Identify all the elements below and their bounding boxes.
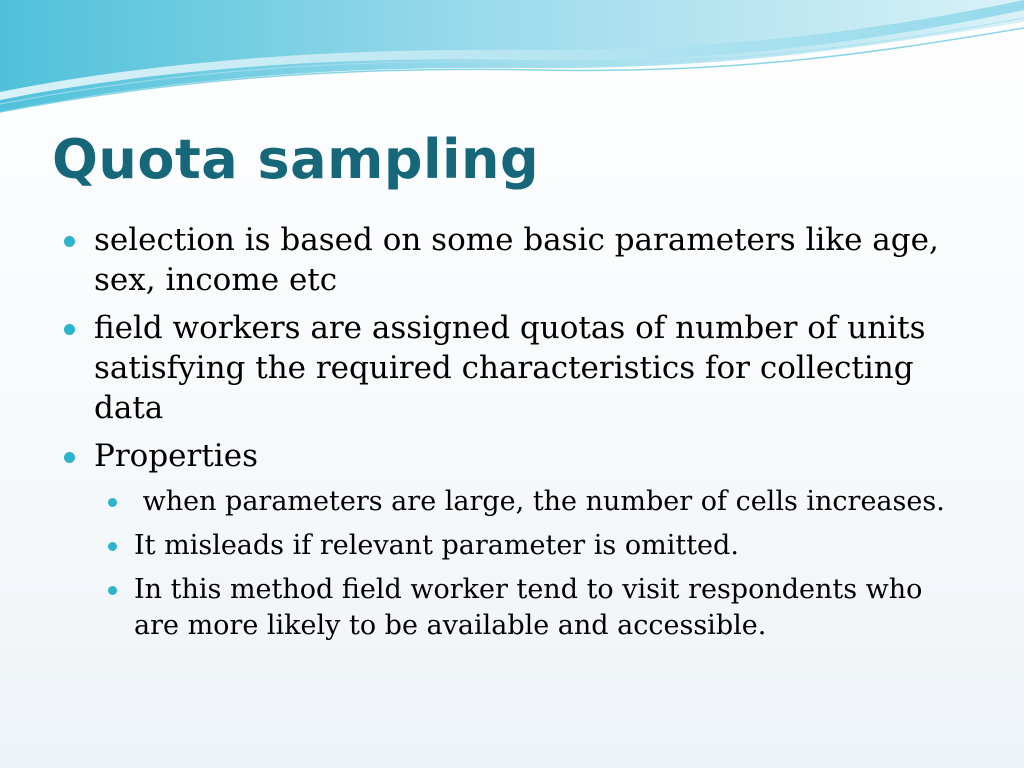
- bullet-text: Properties: [94, 438, 258, 474]
- sub-bullet-dot-icon: [108, 498, 117, 507]
- bullet-item: [60, 220, 960, 300]
- bullet-text: selection is based on some basic parameters like age, sex, income etc: [94, 222, 939, 298]
- sub-bullet-text: when parameters are large, the number of cells increases.: [134, 486, 945, 517]
- bullet-dot-icon: [64, 324, 75, 335]
- sub-bullet-item: [100, 572, 960, 644]
- bullet-item: [60, 436, 960, 476]
- sub-bullet-text: In this method field worker tend to visit respondents who are more likely to be available and accessible.: [134, 574, 923, 641]
- bullet-item: [60, 308, 960, 428]
- slide-title: Quota sampling: [52, 128, 540, 191]
- slide-body: [60, 220, 960, 652]
- sub-bullet-dot-icon: [108, 542, 117, 551]
- bullet-dot-icon: [64, 452, 75, 463]
- sub-bullet-text: It misleads if relevant parameter is omitted.: [134, 530, 739, 561]
- bullet-text: field workers are assigned quotas of number of units satisfying the required characteristics for collecting data: [94, 310, 926, 426]
- sub-bullet-dot-icon: [108, 586, 117, 595]
- sub-bullet-item: [100, 484, 960, 520]
- bullet-dot-icon: [64, 236, 75, 247]
- sub-bullet-item: [100, 528, 960, 564]
- header-wave-decoration: [0, 0, 1024, 120]
